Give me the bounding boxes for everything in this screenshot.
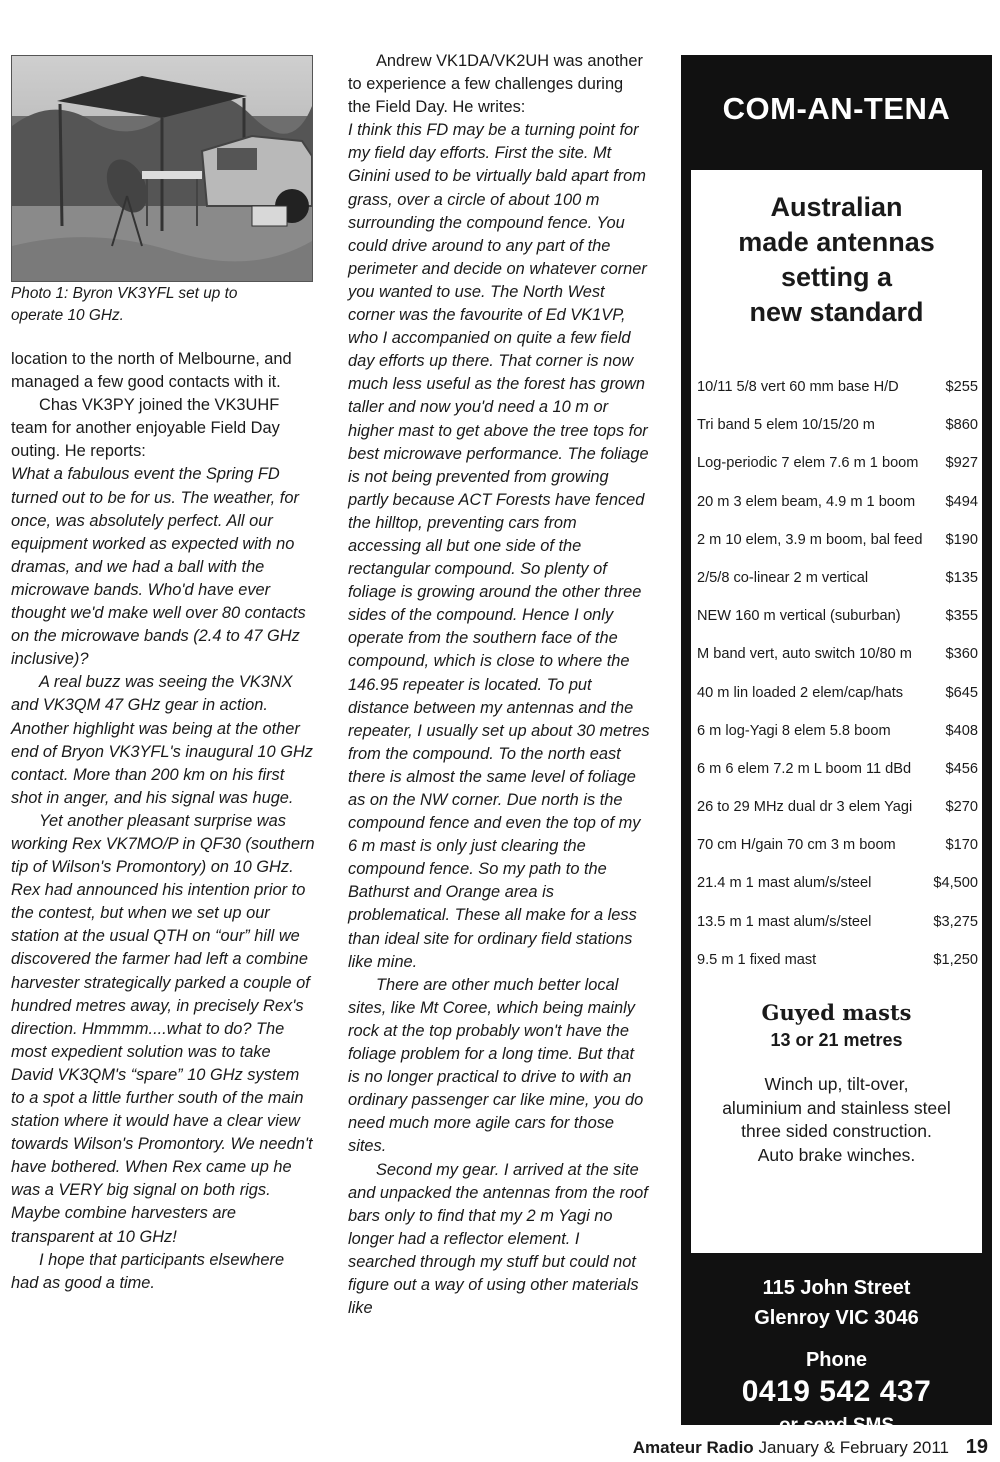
field-day-photo xyxy=(11,55,313,282)
guyed-masts-title: Guyed masts xyxy=(761,1000,912,1025)
product-name: 40 m lin loaded 2 elem/cap/hats xyxy=(697,684,904,701)
ad-features xyxy=(691,1073,982,1167)
guyed-masts-subtitle: 13 or 21 metres xyxy=(770,1030,903,1050)
price-row xyxy=(697,828,978,866)
price-row xyxy=(697,446,978,484)
paragraph: Second my gear. I arrived at the site and unpacked the antennas from the roof bars only to find that my 2 m Yagi no longer had a reflector element. I searched through my stuff but could not figure out a way of using other materials like xyxy=(348,1160,648,1318)
product-name: 2 m 10 elem, 3.9 m boom, bal feed xyxy=(697,531,923,548)
issue-date: January & February 2011 xyxy=(758,1438,950,1457)
caption-line-1: Photo 1: Byron VK3YFL set up to xyxy=(11,285,238,302)
product-price: $360 xyxy=(945,646,978,663)
paragraph: Chas VK3PY joined the VK3UHF team for another enjoyable Field Day outing. He reports: xyxy=(11,396,280,461)
product-price: $3,275 xyxy=(933,913,978,930)
product-name: 26 to 29 MHz dual dr 3 elem Yagi xyxy=(697,799,913,816)
price-row xyxy=(697,485,978,523)
price-row xyxy=(697,599,978,637)
sms-note: or send SMS xyxy=(778,1415,895,1436)
product-name: M band vert, auto switch 10/80 m xyxy=(697,646,912,663)
price-row xyxy=(697,714,978,752)
phone-number: 0419 542 437 xyxy=(741,1375,932,1408)
paragraph: I think this FD may be a turning point for my field day efforts. First the site. Mt Ginini used to be virtually bald apart from grass, over a circle of about 100 m surrounding the compound fence. You could drive around to any part of the perimeter and decide on whatever corner you wanted to use. The North West corner was the favourite of Ed VK1VP, who I accompanied on quite a few field day efforts up there. That corner is now much less useful as the forest has grown taller and now you'd need a 10 m or higher mast to get above the tree tops for best microwave performance. The foliage is not being prevented from growing partly because ACT Forests have fenced the hilltop, preventing cars from accessing all but one side of the rectangular compound. So plenty of foliage is growing around the other three sides of the compound. Hence I only operate from the southern face of the compound, which is close to where the 146.95 repeater is located. To put distance between my antennas and the repeater, I usually set up about 30 metres from the compound. To the north east there is almost the same level of foliage as on the NW corner. Due north is the compound fence and even the top of my 6 m mast is only just clearing the compound fence. So my path to the Bathurst and Orange area is problematical. These all make for a less than ideal site for ordinary field stations like mine. xyxy=(348,121,650,971)
product-name: 21.4 m 1 mast alum/s/steel xyxy=(697,875,872,892)
caption-line-2: operate 10 GHz. xyxy=(11,307,124,324)
price-row xyxy=(697,370,978,408)
paragraph: location to the north of Melbourne, and managed a few good contacts with it. xyxy=(11,350,292,392)
ad-headline-line: new standard xyxy=(749,297,924,327)
price-row xyxy=(697,561,978,599)
paragraph: I hope that participants elsewhere had as good a time. xyxy=(11,1250,285,1292)
ad-contact-band xyxy=(681,1253,992,1436)
price-list xyxy=(697,370,978,981)
price-row xyxy=(697,676,978,714)
product-name: NEW 160 m vertical (suburban) xyxy=(697,608,901,625)
product-price: $135 xyxy=(945,569,978,586)
ad-border-left xyxy=(681,170,691,1253)
feature-line: Auto brake winches. xyxy=(757,1144,916,1165)
phone-label: Phone xyxy=(805,1349,868,1371)
product-price: $4,500 xyxy=(933,875,978,892)
product-name: 20 m 3 elem beam, 4.9 m 1 boom xyxy=(697,493,916,510)
ad-headline xyxy=(691,190,982,330)
feature-line: aluminium and stainless steel xyxy=(722,1097,951,1118)
product-price: $255 xyxy=(945,379,978,395)
ad-headline-line: made antennas xyxy=(738,227,935,257)
paragraph: A real buzz was seeing the VK3NX and VK3QM 47 GHz gear in action. Another highlight was being at the other end of Bryon VK3YFL's inaugural 10 GHz contact. More than 200 km on his first shot in anger, and his signal was huge. xyxy=(11,673,313,807)
page-footer xyxy=(633,1436,988,1459)
ad-address xyxy=(681,1273,992,1333)
paragraph: Yet another pleasant surprise was working Rex VK7MO/P in QF30 (southern tip of Wilson's Promontory) on 10 GHz. Rex had announced his intention prior to the contest, but when we set up our station at the usual QTH on “our” hill we discovered the farmer had left a combine harvester strategically parked a couple of hundred metres away, in precisely Rex's direction. Hmmmm....what to do? The most expedient solution was to take David VK3QM's “spare” 10 GHz system to a spot a little further south of the main station where it would have a clear view towards Wilson's Promontory. We needn't have bothered. When Rex came up he was a VERY big signal on both rigs. Maybe combine harvesters are transparent at 10 GHz! xyxy=(11,811,315,1246)
product-name: 13.5 m 1 mast alum/s/steel xyxy=(697,913,872,930)
price-row xyxy=(697,408,978,446)
photo-caption xyxy=(11,283,311,327)
product-price: $170 xyxy=(945,837,978,854)
product-name: Log-periodic 7 elem 7.6 m 1 boom xyxy=(697,455,919,472)
product-price: $270 xyxy=(945,799,978,816)
address-line: 115 John Street xyxy=(762,1277,911,1299)
product-price: $1,250 xyxy=(933,951,978,968)
ad-border-right xyxy=(982,170,992,1253)
product-name: 6 m log-Yagi 8 elem 5.8 boom xyxy=(697,722,891,739)
article-column-1 xyxy=(11,348,315,1295)
article-column-2 xyxy=(348,50,650,1320)
feature-line: three sided construction. xyxy=(741,1121,932,1141)
product-price: $927 xyxy=(945,455,978,472)
product-price: $494 xyxy=(945,493,978,510)
ad-header-band xyxy=(681,55,992,170)
paragraph: There are other much better local sites, like Mt Coree, which being mainly rock at the top probably won't have the foliage problem for a long time. But that is no longer practical to drive to with an ordinary passenger car like mine, you do need much more agile cars for those sites. xyxy=(348,975,644,1156)
product-name: 9.5 m 1 fixed mast xyxy=(697,951,817,968)
product-price: $860 xyxy=(945,417,978,434)
feature-line: Winch up, tilt-over, xyxy=(764,1074,909,1094)
field-day-photo-image xyxy=(12,56,312,281)
address-line: Glenroy VIC 3046 xyxy=(754,1307,919,1329)
product-name: 70 cm H/gain 70 cm 3 m boom xyxy=(697,837,896,854)
page-number: 19 xyxy=(965,1436,988,1458)
ad-headline-line: setting a xyxy=(780,262,893,292)
product-price: $190 xyxy=(945,531,978,548)
price-row xyxy=(697,905,978,943)
product-name: 10/11 5/8 vert 60 mm base H/D xyxy=(697,379,899,395)
product-price: $645 xyxy=(945,684,978,701)
price-row xyxy=(697,752,978,790)
price-row xyxy=(697,866,978,904)
product-name: 6 m 6 elem 7.2 m L boom 11 dBd xyxy=(697,760,912,777)
price-row xyxy=(697,943,978,981)
com-an-tena-advertisement xyxy=(681,55,992,1436)
product-price: $456 xyxy=(945,760,978,777)
price-row xyxy=(697,523,978,561)
paragraph: What a fabulous event the Spring FD turned out to be for us. The weather, for once, was absolutely perfect. All our equipment worked as expected with no dramas, and we had a ball with the microwave bands. Who'd have ever thought we'd make well over 80 contacts on the microwave bands (2.4 to 47 GHz inclusive)? xyxy=(11,465,306,669)
ad-body xyxy=(691,170,982,1253)
product-name: 2/5/8 co-linear 2 m vertical xyxy=(697,569,869,586)
paragraph: Andrew VK1DA/VK2UH was another to experience a few challenges during the Field Day. He writes: xyxy=(348,52,643,117)
product-price: $408 xyxy=(945,722,978,739)
magazine-title: Amateur Radio xyxy=(632,1438,754,1457)
product-price: $355 xyxy=(945,608,978,625)
ad-brand-name: COM-AN-TENA xyxy=(722,91,951,126)
product-name: Tri band 5 elem 10/15/20 m xyxy=(697,417,875,434)
price-row xyxy=(697,790,978,828)
ad-headline-line: Australian xyxy=(770,192,903,222)
price-row xyxy=(697,637,978,675)
